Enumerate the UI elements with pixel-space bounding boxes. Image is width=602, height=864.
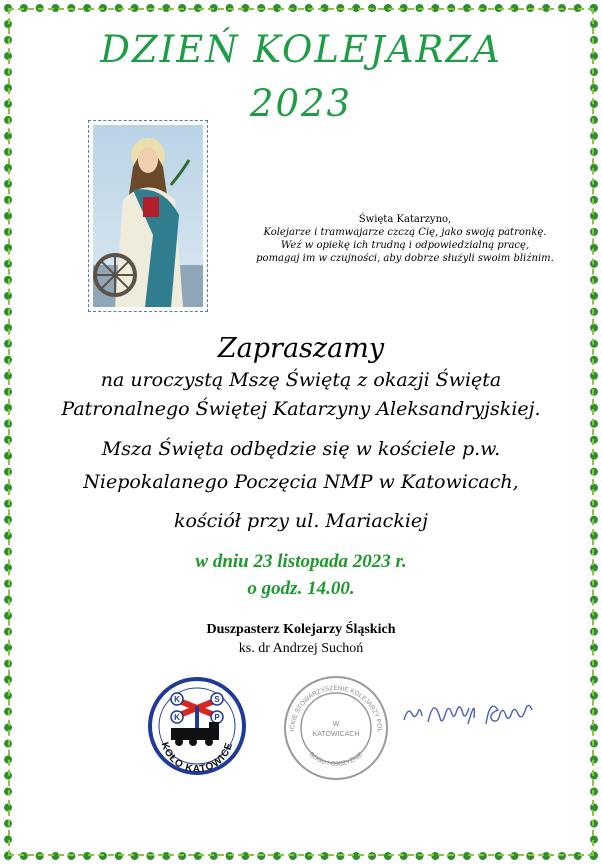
stamp-ring-text: ICKIE STOWARZYSZENIE KOLEJARZY POL	[288, 684, 384, 733]
prayer-line: pomagaj im w czujności, aby dobrze służyli swoim bliźnim.	[256, 253, 554, 264]
prayer-line: Weź w opiekę ich trudną i odpowiedzialną pracę,	[280, 240, 530, 251]
logo-letter: K	[174, 695, 180, 704]
stamp-center-line: KATOWICACH	[312, 731, 360, 738]
stamp-center-line: W	[332, 721, 340, 728]
prayer-heading: Święta Katarzyno,	[358, 214, 452, 225]
railway-crossing-icon	[147, 676, 247, 776]
prayer-line: Kolejarze i tramwajarze czczą Cię, jako swoją patronkę.	[263, 227, 547, 238]
invitation-line: Patronalnego Świętej Katarzyny Aleksandryjskiej.	[61, 398, 541, 420]
date-line: w dniu 23 listopada 2023 r.	[195, 551, 407, 572]
logo-ring-text: KOŁO KATOWICE	[158, 740, 236, 776]
logo-letter: S	[214, 695, 220, 704]
signatory-title: Duszpasterz Kolejarzy Śląskich	[206, 622, 396, 637]
svg-text:BOGU I OJCZYŹNIE	[308, 751, 365, 768]
stamp-bottom-text: BOGU I OJCZYŹNIE	[307, 750, 365, 768]
title-line-2: 2023	[249, 82, 353, 125]
invitation-line: kościół przy ul. Mariackiej	[173, 510, 429, 532]
time-line: o godz. 14.00.	[247, 578, 355, 599]
invitation-line: Niepokalanego Poczęcia NMP w Katowicach,	[83, 471, 519, 493]
association-stamp-icon	[282, 674, 390, 782]
title-line-1: DZIEŃ KOLEJARZA	[100, 28, 502, 71]
logo-letter: P	[214, 713, 220, 722]
invitation-line: na uroczystą Mszę Świętą z okazji Święta	[100, 369, 502, 391]
signatory-name: ks. dr Andrzej Suchoń	[238, 641, 364, 656]
prayer-block	[225, 213, 585, 265]
saint-catherine-icon	[88, 120, 208, 312]
handwritten-signature-icon	[398, 690, 548, 738]
logo-letter: K	[174, 713, 180, 722]
invitation-line: Msza Święta odbędzie się w kościele p.w.	[101, 438, 501, 460]
invitation-heading: Zapraszamy	[217, 333, 385, 364]
